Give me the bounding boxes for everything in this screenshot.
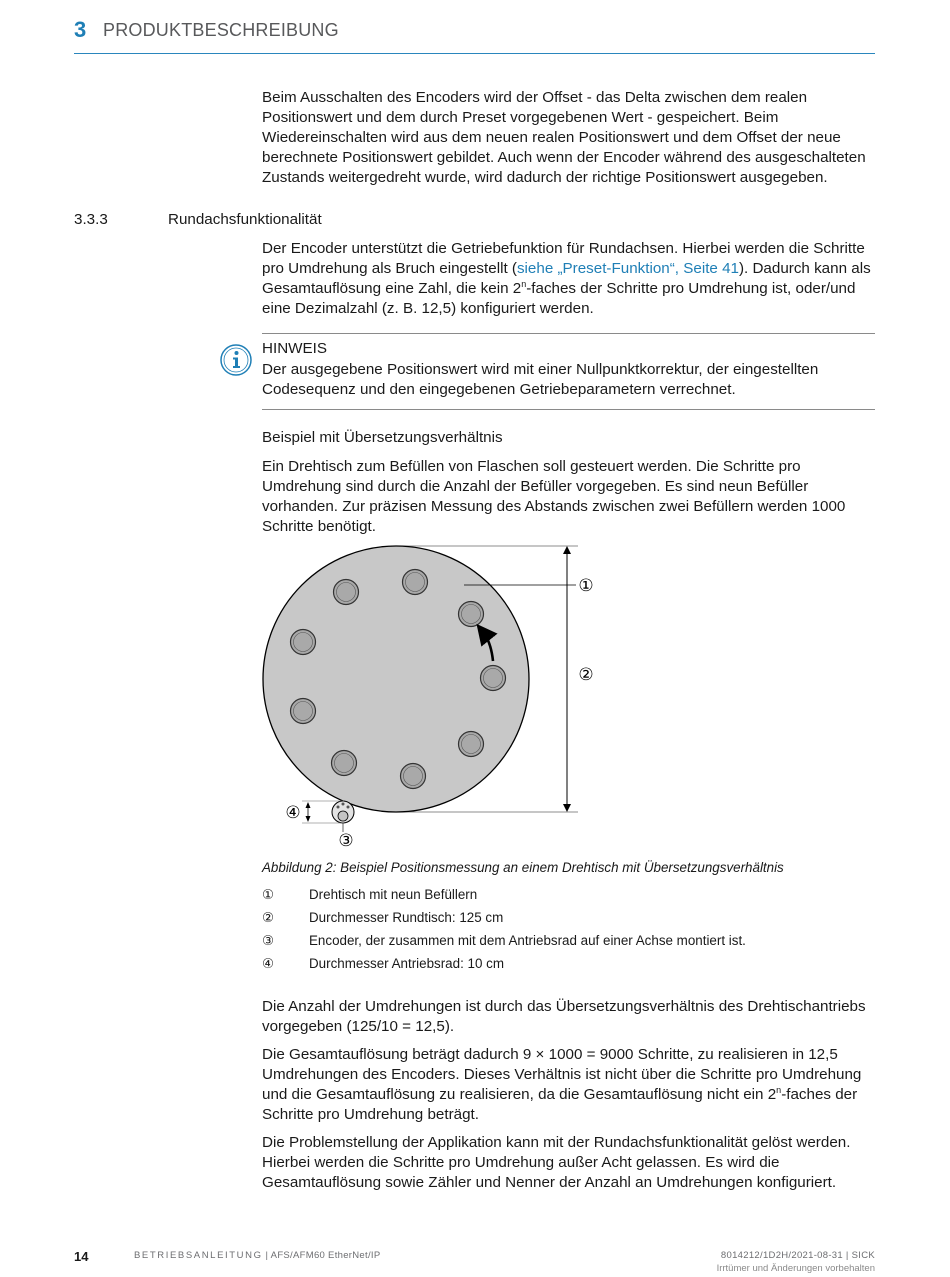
filler (403, 570, 428, 595)
gear-ratio-paragraph: Die Anzahl der Umdrehungen ist durch das Übersetzungsverhältnis des Drehtischantriebs vorgegeben (125/10 = 12,5). (262, 998, 866, 1035)
superscript-n: n (776, 1085, 782, 1095)
callout-4-label: ④ (285, 803, 301, 823)
page-number: 14 (74, 1249, 89, 1264)
footer-doc-code: 8014212/1D2H/2021-08-31 | SICK (720, 1250, 875, 1261)
resolution-paragraph-text: Die Gesamtauflösung beträgt dadurch 9 × 1000 = 9000 Schritte, zu realisieren in 12,5 Umdrehungen des Encoders. Dieses Verhältnis ist nicht über die Schritte pro Umdrehung und die Gesamtauflösung zu realisieren, da die Gesamtauflösung nicht ein 2 (262, 1046, 862, 1103)
intro-paragraph: Beim Ausschalten des Encoders wird der Offset - das Delta zwischen dem realen Positionswert und dem durch Preset vorgegebenen Wert - gespeichert. Beim Wiedereinschalten wird aus dem neuen realen Positionswert und dem Offset der neue berechnete Positionswert gebildet. Auch wenn der Encoder während des ausgeschalteten Zustands weitergedreht wurde, wird dadurch der richtige Positionswert ausgegeben. (262, 89, 866, 186)
superscript-n: n (521, 279, 527, 289)
footer-doc-product: | AFS/AFM60 EtherNet/IP (262, 1250, 381, 1261)
callout-1-label: ① (578, 576, 594, 596)
dim4-arrowhead-top (306, 802, 311, 808)
callout-2-label: ② (578, 665, 594, 685)
filler (459, 602, 484, 627)
legend-item (262, 933, 862, 953)
filler (291, 699, 316, 724)
filler (332, 751, 357, 776)
arrowhead-top (563, 546, 571, 554)
note-top-divider (262, 333, 875, 334)
section-paragraph-text: Der Encoder unterstützt die Getriebefunktion für Rundachsen. Hierbei werden die Schritte pro Umdrehung als Bruch eingestellt ( (262, 240, 865, 277)
footer-disclaimer: Irrtümer und Änderungen vorbehalten (716, 1263, 875, 1274)
footer-document (134, 1250, 380, 1261)
legend-item (262, 956, 862, 976)
arrowhead-bottom (563, 804, 571, 812)
example-paragraph: Ein Drehtisch zum Befüllen von Flaschen soll gesteuert werden. Die Schritte pro Umdrehung sind durch die Anzahl der Befüller vorgegeben. Es sind neun Befüller vorhanden. Zur präzisen Messung des Abstands zwischen zwei Befüllern werden 1000 Schritte benötigt. (262, 458, 846, 535)
dim4-arrowhead-bottom (306, 816, 311, 822)
section-paragraph (262, 239, 875, 319)
legend-text: Drehtisch mit neun Befüllern (309, 887, 478, 902)
filler (401, 764, 426, 789)
resolution-paragraph (262, 1045, 875, 1125)
legend-number: ② (262, 910, 275, 925)
filler (334, 580, 359, 605)
legend-number: ① (262, 887, 275, 902)
legend-text: Encoder, der zusammen mit dem Antriebsrad auf einer Achse montiert ist. (309, 933, 746, 948)
solution-paragraph: Die Problemstellung der Applikation kann mit der Rundachsfunktionalität gelöst werden. Hierbei werden die Schritte pro Umdrehung außer Acht gelassen. Es wird die Gesamtauflösung sowie Zähler und Nenner der Anzahl an Umdrehungen konfiguriert. (262, 1134, 851, 1191)
legend-text: Durchmesser Antriebsrad: 10 cm (309, 956, 504, 971)
turntable-figure (262, 540, 622, 855)
figure-caption: Abbildung 2: Beispiel Positionsmessung an einem Drehtisch mit Übersetzungsverhältnis (262, 860, 784, 875)
resolution-paragraph-text-2: -faches der Schritte pro Umdrehung beträgt. (262, 1086, 858, 1123)
filler (459, 732, 484, 757)
legend-number: ③ (262, 933, 275, 948)
preset-function-link[interactable]: siehe „Preset-Funktion“, Seite 41 (516, 260, 739, 277)
filler (481, 666, 506, 691)
chapter-number: 3 (74, 17, 87, 42)
legend-text: Durchmesser Rundtisch: 125 cm (309, 910, 504, 925)
note-bottom-divider (262, 409, 875, 410)
section-number: 3.3.3 (74, 211, 108, 228)
callout-3-label: ③ (338, 831, 354, 851)
example-heading: Beispiel mit Übersetzungsverhältnis (262, 429, 503, 446)
section-title: Rundachsfunktionalität (168, 211, 322, 228)
chapter-title: PRODUKTBESCHREIBUNG (103, 20, 339, 40)
legend-item (262, 910, 862, 930)
header-divider (74, 53, 875, 54)
filler (291, 630, 316, 655)
note-heading: HINWEIS (262, 340, 327, 357)
info-icon (219, 343, 253, 377)
footer-doc-type: BETRIEBSANLEITUNG (134, 1250, 263, 1261)
encoder-wheel (332, 801, 354, 823)
section-paragraph-text-3: -faches der Schritte pro Umdrehung ist, oder/und eine Dezimalzahl (z. B. 12,5) konfiguriert werden. (262, 280, 856, 317)
note-text: Der ausgegebene Positionswert wird mit einer Nullpunktkorrektur, der eingestellten Codesequenz und den eingegebenen Getriebeparametern verrechnet. (262, 361, 819, 398)
legend-item (262, 887, 862, 907)
section-paragraph-text-2: ). Dadurch kann als Gesamtauflösung eine Zahl, die kein 2 (262, 260, 871, 297)
legend-number: ④ (262, 956, 275, 971)
